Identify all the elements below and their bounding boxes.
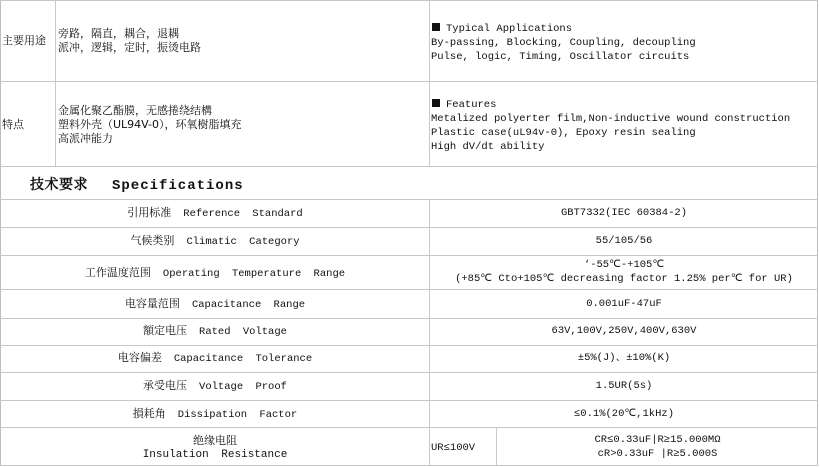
spec-label-insulation-cn: 绝缘电阻	[193, 434, 237, 447]
spec-label-cn: 承受电压	[143, 379, 188, 392]
spec-value-dissipation-factor: ≤0.1%(20℃,1kHz)	[573, 408, 674, 420]
square-bullet-icon	[432, 99, 440, 107]
spec-value-voltage-proof: 1.5UR(5s)	[595, 380, 653, 392]
spec-value-climatic-category: 55/105/56	[595, 235, 653, 247]
spec-label-climatic-category	[1, 234, 429, 249]
features-en-line-2: Plastic case(uL94v-0), Epoxy resin sealing	[431, 127, 696, 139]
specifications-heading	[30, 174, 244, 194]
divider	[0, 465, 818, 466]
usage-en-title	[432, 22, 572, 36]
features-cn-line-1: 金属化聚乙酯膜，无感捲绕结構	[58, 104, 212, 117]
column-divider	[429, 0, 430, 166]
divider	[0, 199, 818, 200]
features-en-title	[432, 98, 496, 112]
spec-label-reference-standard	[1, 206, 429, 221]
divider	[0, 372, 818, 373]
usage-en-title-text: Typical Applications	[446, 23, 573, 35]
spec-label-en: Capacitance Range	[191, 299, 306, 311]
divider	[0, 289, 818, 290]
spec-label-en: Rated Voltage	[199, 326, 287, 338]
features-cn-line-2: 塑料外壳（UL94V-0），环氧樹脂填充	[58, 118, 242, 131]
features-en-title-text: Features	[446, 99, 497, 111]
specifications-heading-cn: 技术要求	[30, 177, 88, 193]
usage-cn-line-2: 派冲，逻辑，定时，振烫电路	[58, 41, 201, 54]
square-bullet-icon	[432, 23, 440, 31]
features-en-line-1: Metalized polyerter film,Non-inductive wound construction	[431, 113, 791, 125]
spec-label-cn: 电容偏差	[117, 351, 162, 364]
spec-label-cn: 工作温度范围	[84, 266, 151, 279]
spec-label-en: Reference Standard	[183, 208, 303, 220]
divider	[0, 318, 818, 319]
features-cn-line-3: 高派冲能力	[58, 132, 113, 145]
spec-value-capacitance-range: 0.001uF-47uF	[586, 298, 662, 310]
column-divider	[55, 0, 56, 166]
divider	[0, 427, 818, 428]
spec-label-cn: 引用标准	[127, 206, 172, 219]
divider	[0, 345, 818, 346]
spec-label-capacitance-tolerance	[1, 351, 429, 366]
divider	[0, 81, 818, 82]
divider	[0, 400, 818, 401]
usage-en-line-2: Pulse, logic, Timing, Oscillator circuits	[431, 51, 690, 63]
spec-label-en: Voltage Proof	[199, 381, 287, 393]
spec-label-cn: 損耗角	[132, 407, 166, 420]
usage-label: 主要用途	[2, 34, 46, 47]
divider	[0, 227, 818, 228]
features-label: 特点	[2, 118, 24, 131]
spec-label-en: Operating Temperature Range	[162, 268, 346, 280]
spec-value-capacitance-tolerance: ±5%(J)、±10%(K)	[577, 352, 671, 364]
spec-label-en: Capacitance Tolerance	[173, 353, 313, 365]
insulation-condition: UR≤100V	[431, 442, 476, 454]
spec-label-capacitance-range	[1, 297, 429, 312]
spec-value-reference-standard: GBT7332(IEC 60384-2)	[560, 207, 688, 219]
divider	[0, 166, 818, 167]
usage-en-line-1: By-passing, Blocking, Coupling, decoupling	[431, 37, 696, 49]
spec-label-cn: 气候类别	[130, 234, 175, 247]
spec-value-operating-temperature-line-2: (+85℃ Cto+105℃ decreasing factor 1.25% per℃ for UR)	[455, 273, 793, 285]
divider	[0, 0, 818, 1]
insulation-value-line-1: CR≤0.33uF|R≥15.000MΩ	[594, 434, 721, 446]
spec-label-insulation-en: Insulation Resistance	[142, 449, 288, 461]
spec-label-dissipation-factor	[1, 407, 429, 422]
spec-label-rated-voltage	[1, 324, 429, 339]
spec-value-operating-temperature-line-1: ‘-55℃-+105℃	[583, 259, 665, 271]
divider	[0, 255, 818, 256]
insulation-value-line-2: cR>0.33uF |R≥5.000S	[597, 448, 718, 460]
spec-label-operating-temperature	[1, 266, 429, 281]
spec-label-cn: 額定电压	[143, 324, 188, 337]
spec-label-voltage-proof	[1, 379, 429, 394]
spec-value-rated-voltage: 63V,100V,250V,400V,630V	[551, 325, 697, 337]
usage-cn-line-1: 旁路，隔直，耦合，退耦	[58, 27, 179, 40]
spec-label-en: Climatic Category	[186, 236, 300, 248]
specifications-heading-en: Specifications	[112, 178, 244, 194]
spec-label-cn: 电容量范围	[124, 297, 180, 310]
features-en-line-3: High dV/dt ability	[431, 141, 545, 153]
spec-label-en: Dissipation Factor	[177, 409, 298, 421]
